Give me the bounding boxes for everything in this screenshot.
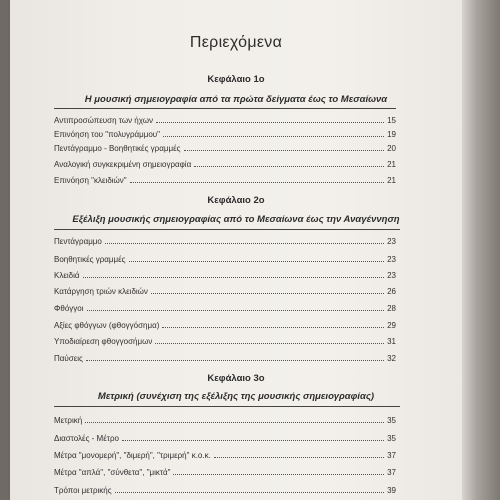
toc-entry-label: Φθόγγοι: [54, 304, 84, 313]
toc-entry-label: Μετρική: [54, 416, 83, 425]
leader-dots: [122, 439, 384, 441]
toc-entry-label: Κατάργηση τριών κλειδιών: [54, 287, 148, 296]
toc-entry-label: Κλειδιά: [54, 271, 80, 280]
leader-dots: [83, 276, 385, 278]
leader-dots: [155, 342, 384, 344]
toc-entry[interactable]: [54, 351, 396, 363]
leader-dots: [86, 359, 384, 361]
toc-entry[interactable]: [54, 448, 396, 460]
book-page: [10, 0, 462, 500]
leader-dots: [151, 292, 384, 294]
toc-entry-page: 20: [387, 144, 396, 153]
toc-entry[interactable]: [54, 173, 396, 185]
toc-entry-page: 23: [387, 271, 396, 280]
leader-dots: [162, 326, 384, 328]
chapter-3-rule: [54, 406, 400, 407]
toc-entry-page: 35: [387, 416, 396, 425]
leader-dots: [130, 181, 384, 183]
toc-entry-page: 37: [387, 451, 396, 460]
leader-dots: [194, 165, 384, 167]
leader-dots: [163, 135, 384, 137]
toc-entry-label: Υποδιαίρεση φθογγοσήμων: [54, 337, 153, 346]
leader-dots: [184, 149, 385, 151]
toc-entry[interactable]: [54, 301, 396, 313]
toc-entry[interactable]: [54, 465, 396, 477]
toc-entry-page: 32: [387, 354, 396, 363]
chapter-1-rule: [54, 108, 396, 109]
chapter-2-subtitle: Εξέλιξη μουσικής σημειογραφίας από το Μεσαίωνα έως την Αναγέννηση: [72, 214, 400, 225]
page-edge-shadow: [462, 0, 500, 500]
toc-entry-page: 28: [387, 304, 396, 313]
leader-dots: [115, 491, 384, 493]
leader-dots: [105, 242, 384, 244]
toc-entry[interactable]: [54, 252, 396, 264]
leader-dots: [129, 260, 385, 262]
toc-entry[interactable]: [54, 413, 396, 425]
toc-entry-page: 39: [387, 486, 396, 495]
toc-entry-label: Μέτρα "απλά", "σύνθετα", "μικτά": [54, 468, 171, 477]
toc-entry[interactable]: [54, 234, 396, 246]
chapter-1-subtitle: Η μουσική σημειογραφία από τα πρώτα δείγματα έως το Μεσαίωνα: [84, 94, 388, 105]
toc-entry-label: Αξίες φθόγγων (φθογγόσημα): [54, 321, 160, 330]
chapter-3-heading: Κεφάλαιο 3ο: [207, 373, 265, 384]
toc-entry[interactable]: [54, 268, 396, 280]
chapter-3-subtitle: Μετρική (συνέχιση της εξέλιξης της μουσικής σημειογραφίας): [97, 391, 375, 402]
toc-entry-page: 23: [387, 255, 396, 264]
toc-entry[interactable]: [54, 127, 396, 139]
toc-entry-label: Αντιπροσώπευση των ήχων: [54, 116, 153, 125]
toc-entry-page: 21: [387, 176, 396, 185]
toc-entry-label: Επινόηση "κλειδιών": [54, 176, 127, 185]
toc-entry-label: Διαστολές - Μέτρο: [54, 434, 119, 443]
chapter-1-heading: Κεφάλαιο 1ο: [207, 74, 265, 85]
toc-entry-label: Αναλογική συγκεκριμένη σημειογραφία: [54, 160, 192, 169]
toc-entry-page: 29: [387, 321, 396, 330]
toc-entry-page: 23: [387, 237, 396, 246]
toc-entry-label: Παύσεις: [54, 354, 83, 363]
toc-entry-label: Μέτρα "μονομερή", "διμερή", "τριμερή" κ.ο.κ.: [54, 451, 211, 460]
leader-dots: [87, 309, 385, 311]
toc-entry-label: Πεντάγραμμο - Βοηθητικές γραμμές: [54, 144, 181, 153]
toc-entry[interactable]: [54, 113, 396, 125]
toc-entry-page: 19: [387, 130, 396, 139]
toc-entry[interactable]: [54, 318, 396, 330]
leader-dots: [85, 421, 384, 423]
toc-entry-page: 15: [387, 116, 396, 125]
leader-dots: [173, 473, 384, 475]
toc-entry-label: Επινόηση του "πολυγράμμου": [54, 130, 161, 139]
toc-entry-label: Πεντάγραμμο: [54, 237, 102, 246]
chapter-2-heading: Κεφάλαιο 2ο: [207, 195, 265, 206]
toc-entry[interactable]: [54, 431, 396, 443]
toc-entry[interactable]: [54, 483, 396, 495]
toc-entry-page: 31: [387, 337, 396, 346]
toc-entry-label: Τρόποι μετρικής: [54, 486, 112, 495]
toc-entry-page: 35: [387, 434, 396, 443]
leader-dots: [214, 456, 384, 458]
toc-entry-page: 37: [387, 468, 396, 477]
toc-entry[interactable]: [54, 334, 396, 346]
toc-entry-label: Βοηθητικές γραμμές: [54, 255, 126, 264]
chapter-2-rule: [54, 229, 400, 230]
toc-entry[interactable]: [54, 141, 396, 153]
toc-entry-page: 21: [387, 160, 396, 169]
toc-entry-page: 26: [387, 287, 396, 296]
leader-dots: [156, 121, 384, 123]
toc-entry[interactable]: [54, 284, 396, 296]
toc-entry[interactable]: [54, 157, 396, 169]
page-title: Περιεχόμενα: [189, 34, 283, 51]
